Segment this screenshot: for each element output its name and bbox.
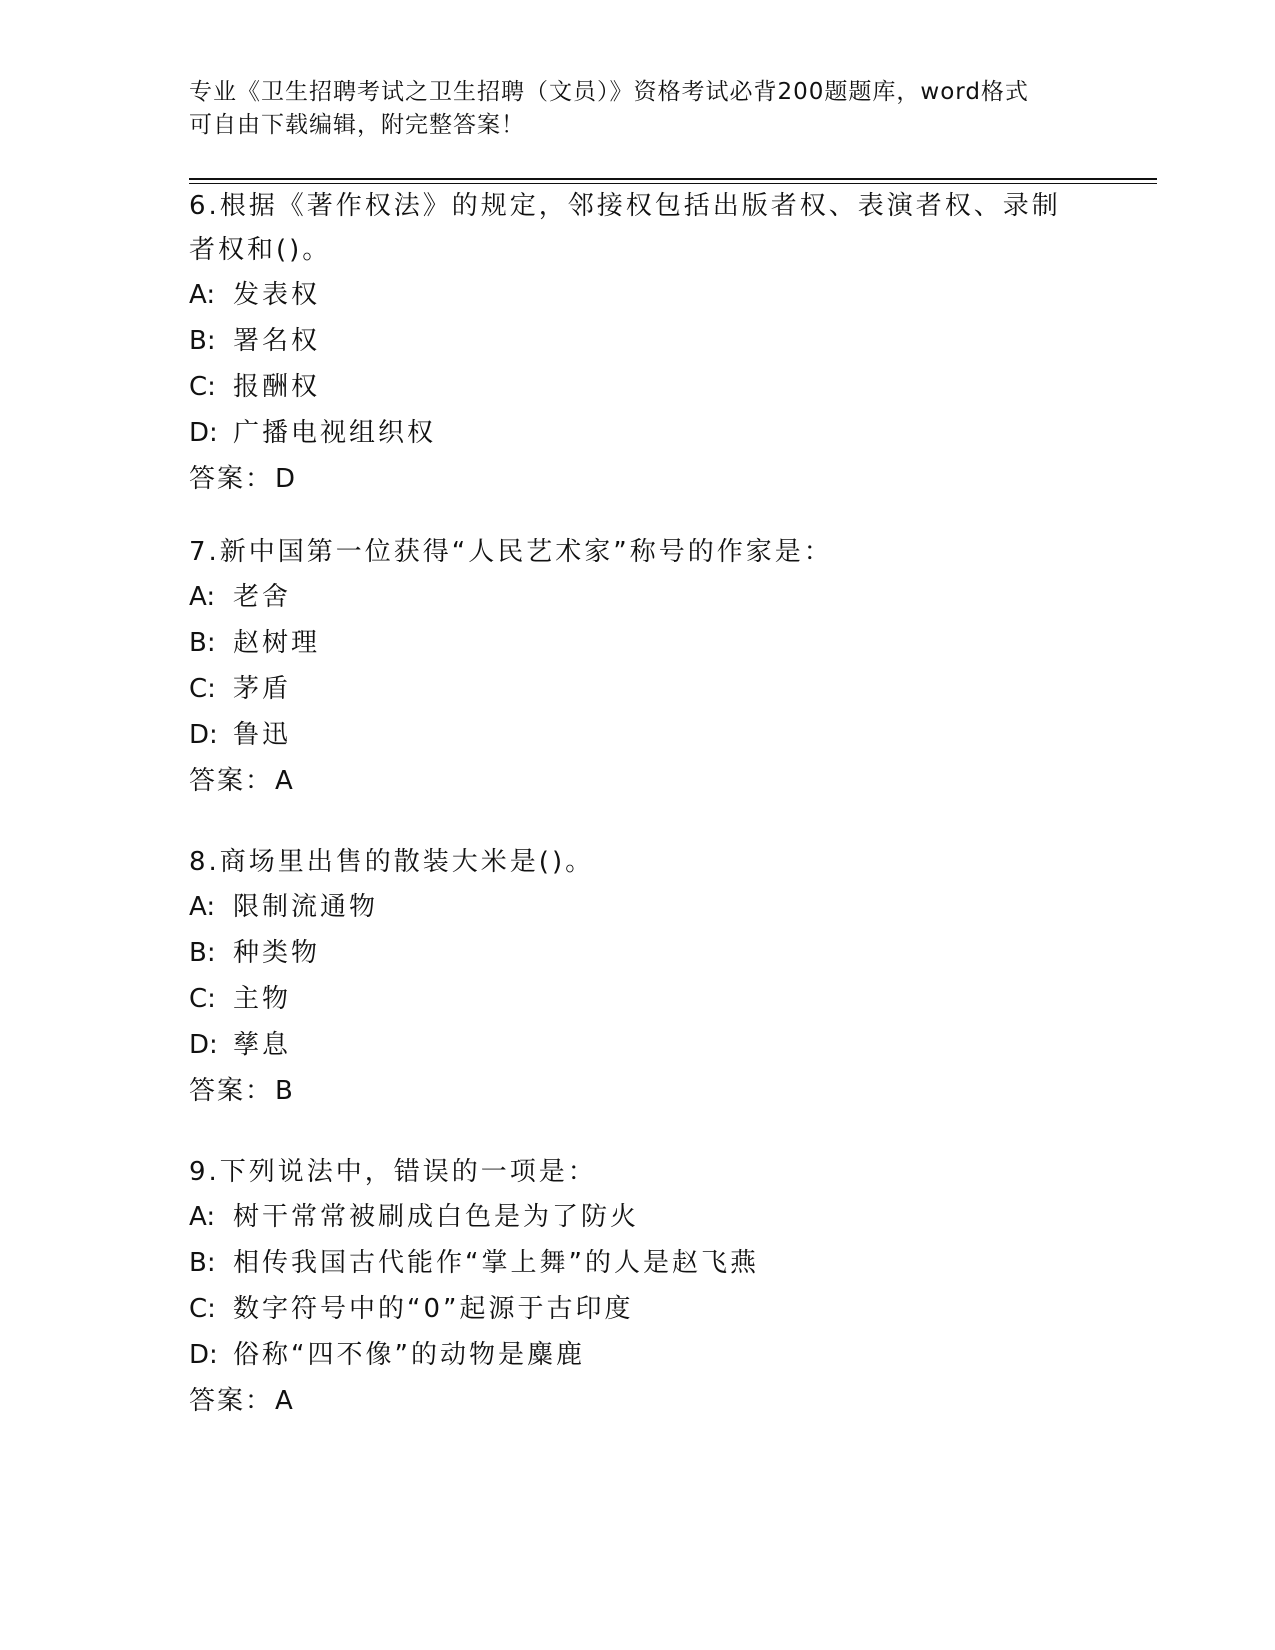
- option-letter: C:: [189, 984, 216, 1014]
- option-letter: D:: [189, 720, 218, 750]
- option-text: 俗称“四不像”的动物是麋鹿: [233, 1340, 585, 1370]
- option-letter: C:: [189, 1294, 216, 1324]
- answer-line: [189, 758, 1089, 804]
- option-text: 茅盾: [233, 674, 292, 704]
- option-text: 赵树理: [233, 628, 321, 658]
- option-text: 广播电视组织权: [233, 418, 437, 448]
- option-text: 数字符号中的“0”起源于古印度: [233, 1294, 634, 1324]
- option-letter: A:: [189, 582, 216, 612]
- option-text: 孳息: [233, 1030, 292, 1060]
- answer-value: B: [275, 1076, 295, 1106]
- question-stem-line-1: 8.商场里出售的散装大米是()。: [189, 847, 595, 877]
- option-letter: D:: [189, 1030, 218, 1060]
- question-stem-line-1: 7.新中国第一位获得“人民艺术家”称号的作家是：: [189, 537, 833, 567]
- option-letter: B:: [189, 938, 216, 968]
- question-7: [189, 530, 1089, 804]
- answer-label: 答案：: [189, 464, 274, 494]
- option-letter: A:: [189, 892, 216, 922]
- question-stem-line-1: 9.下列说法中，错误的一项是：: [189, 1157, 597, 1187]
- option-letter: A:: [189, 280, 216, 310]
- option-a: [189, 574, 1089, 620]
- option-b: [189, 930, 1089, 976]
- answer-value: A: [275, 766, 295, 796]
- header-line-1: 专业《卫生招聘考试之卫生招聘（文员）》资格考试必背200题题库，word格式: [189, 79, 1029, 105]
- option-c: [189, 1286, 1089, 1332]
- option-text: 老舍: [233, 582, 292, 612]
- question-6: [189, 184, 1089, 502]
- answer-value: D: [275, 464, 298, 494]
- option-text: 署名权: [233, 326, 321, 356]
- document-header: [189, 76, 1089, 142]
- question-stem-line-2: 者权和()。: [189, 235, 332, 265]
- option-text: 树干常常被刷成白色是为了防火: [233, 1202, 640, 1232]
- option-c: [189, 364, 1089, 410]
- option-c: [189, 976, 1089, 1022]
- option-b: [189, 620, 1089, 666]
- answer-line: [189, 1378, 1089, 1424]
- question-stem-line-1: 6.根据《著作权法》的规定，邻接权包括出版者权、表演者权、录制: [189, 191, 1061, 221]
- option-letter: B:: [189, 628, 216, 658]
- option-c: [189, 666, 1089, 712]
- option-letter: C:: [189, 674, 216, 704]
- header-divider-top: [189, 178, 1157, 180]
- header-line-2: 可自由下载编辑，附完整答案！: [189, 112, 525, 138]
- option-a: [189, 884, 1089, 930]
- option-b: [189, 318, 1089, 364]
- option-text: 主物: [233, 984, 292, 1014]
- option-text: 种类物: [233, 938, 321, 968]
- option-d: [189, 712, 1089, 758]
- option-letter: A:: [189, 1202, 216, 1232]
- question-9: [189, 1150, 1089, 1424]
- answer-line: [189, 1068, 1089, 1114]
- answer-label: 答案：: [189, 766, 274, 796]
- option-letter: D:: [189, 1340, 218, 1370]
- question-8: [189, 840, 1089, 1114]
- answer-label: 答案：: [189, 1076, 274, 1106]
- answer-value: A: [275, 1386, 295, 1416]
- option-text: 相传我国古代能作“掌上舞”的人是赵飞燕: [233, 1248, 759, 1278]
- option-text: 鲁迅: [233, 720, 292, 750]
- option-text: 发表权: [233, 280, 321, 310]
- option-text: 限制流通物: [233, 892, 379, 922]
- option-d: [189, 410, 1089, 456]
- option-b: [189, 1240, 1089, 1286]
- option-a: [189, 272, 1089, 318]
- answer-line: [189, 456, 1089, 502]
- option-letter: D:: [189, 418, 218, 448]
- option-letter: B:: [189, 326, 216, 356]
- option-a: [189, 1194, 1089, 1240]
- option-d: [189, 1332, 1089, 1378]
- answer-label: 答案：: [189, 1386, 274, 1416]
- option-text: 报酬权: [233, 372, 321, 402]
- option-letter: C:: [189, 372, 216, 402]
- option-letter: B:: [189, 1248, 216, 1278]
- option-d: [189, 1022, 1089, 1068]
